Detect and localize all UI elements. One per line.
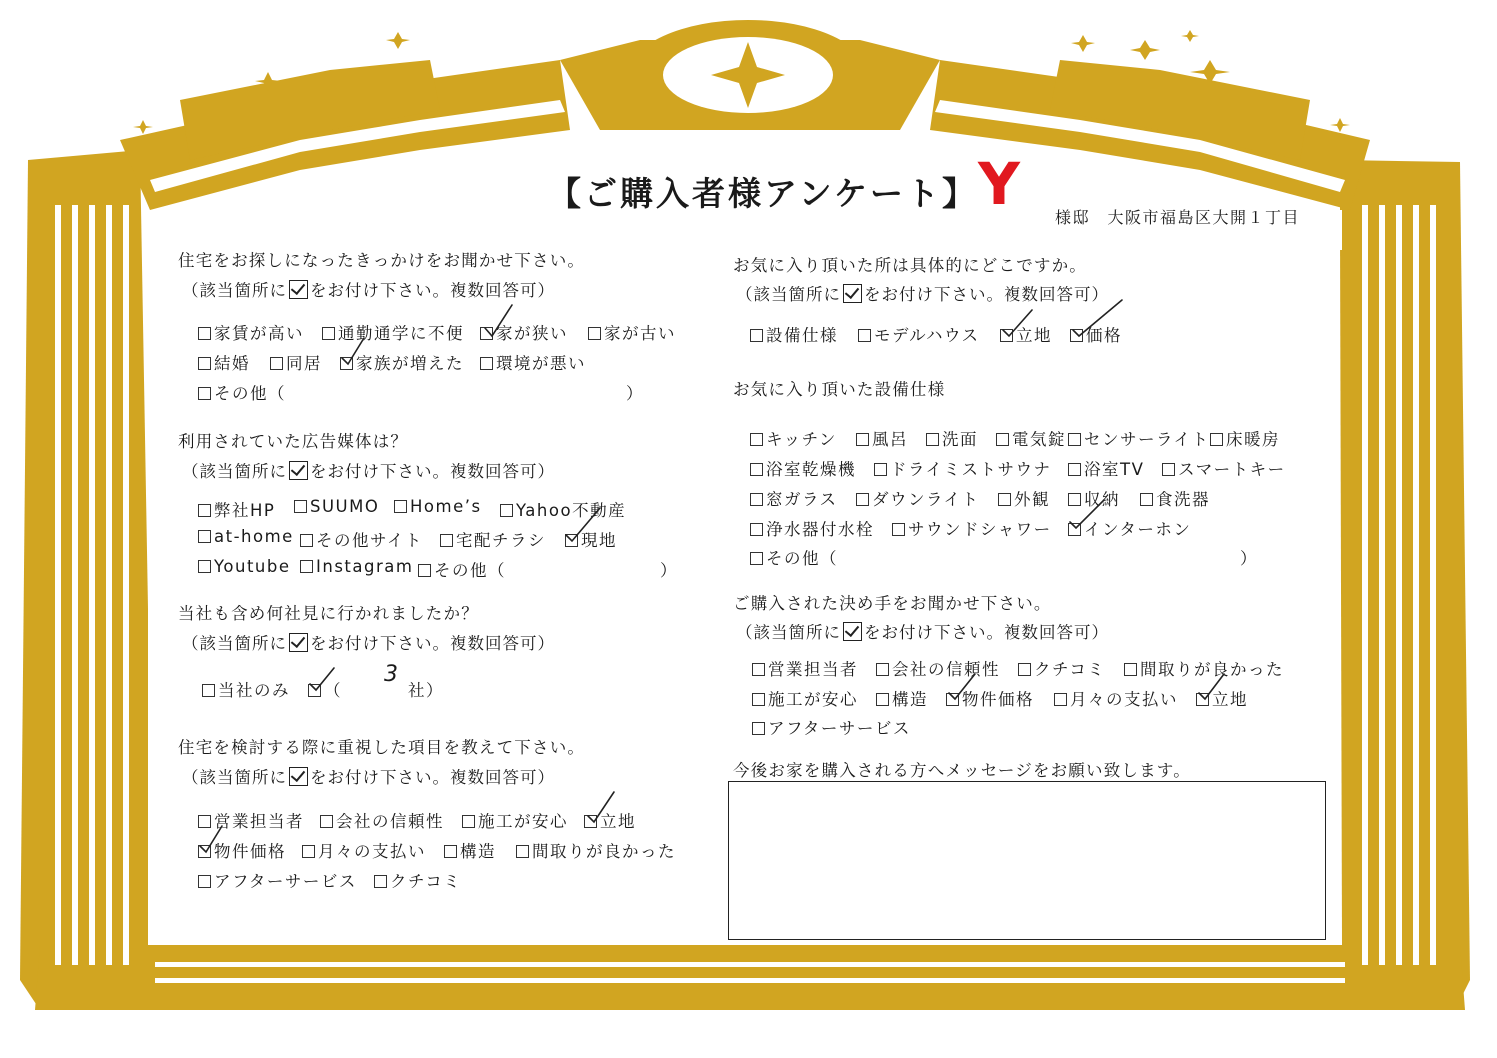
checkbox-icon: [858, 329, 871, 342]
checkbox-icon: [198, 387, 211, 400]
option-item[interactable]: 環境が悪い: [480, 350, 586, 374]
check-sample-icon: [289, 633, 308, 652]
checkbox-icon: [198, 530, 211, 543]
checkbox-icon: [584, 815, 597, 828]
check-sample-icon: [843, 284, 862, 303]
checkbox-icon: [480, 327, 493, 340]
checkbox-icon: [1162, 463, 1175, 476]
checkbox-icon: [1000, 329, 1013, 342]
checkbox-icon: [198, 815, 211, 828]
option-item[interactable]: 設備仕様: [750, 322, 838, 346]
option-item[interactable]: 家族が増えた: [340, 350, 464, 374]
option-item[interactable]: 営業担当者: [198, 808, 304, 832]
option-item[interactable]: 食洗器: [1140, 486, 1210, 510]
option-item[interactable]: 構造: [444, 838, 496, 862]
checkbox-icon: [1070, 329, 1083, 342]
option-item[interactable]: 間取りが良かった: [516, 838, 676, 862]
checkbox-icon: [1068, 463, 1081, 476]
option-other[interactable]: その他（: [198, 380, 286, 404]
checkbox-icon: [926, 433, 939, 446]
checkbox-icon: [996, 433, 1009, 446]
checkbox-icon: [750, 433, 763, 446]
checkbox-icon: [752, 722, 765, 735]
option-item[interactable]: SUUMO: [294, 497, 379, 516]
check-sample-icon: [289, 461, 308, 480]
checkbox-icon: [750, 329, 763, 342]
option-item[interactable]: 物件価格: [946, 686, 1034, 710]
q7-question: ご購入された決め手をお聞かせ下さい。: [733, 594, 1052, 613]
checkbox-icon: [440, 534, 453, 547]
option-item[interactable]: 物件価格: [198, 838, 286, 862]
option-item[interactable]: 弊社HP: [198, 497, 275, 521]
q7-instruction: （該当箇所に をお付け下さい。複数回答可）: [736, 623, 1109, 642]
checkbox-icon: [752, 663, 765, 676]
checkbox-icon: [856, 493, 869, 506]
checkbox-icon: [308, 684, 321, 697]
checkbox-icon: [874, 463, 887, 476]
option-item[interactable]: その他サイト: [300, 527, 423, 551]
checkbox-icon: [444, 845, 457, 858]
option-item[interactable]: 施工が安心: [752, 686, 858, 710]
check-sample-icon: [843, 622, 862, 641]
option-item[interactable]: 浴室乾燥機: [750, 456, 856, 480]
checkbox-icon: [998, 493, 1011, 506]
checkbox-icon: [588, 327, 601, 340]
checkbox-icon: [750, 552, 763, 565]
checkbox-icon: [418, 564, 431, 577]
checkbox-icon: [374, 875, 387, 888]
option-item[interactable]: 床暖房: [1210, 426, 1280, 450]
checkbox-icon: [876, 663, 889, 676]
check-sample-icon: [289, 280, 308, 299]
option-item[interactable]: センサーライト: [1068, 426, 1210, 450]
option-item[interactable]: Instagram: [300, 557, 413, 576]
checkbox-icon: [1068, 433, 1081, 446]
checkbox-icon: [750, 493, 763, 506]
checkbox-icon: [750, 523, 763, 536]
checkbox-icon: [752, 693, 765, 706]
option-item[interactable]: キッチン: [750, 426, 837, 450]
option-item[interactable]: クチコミ: [374, 868, 461, 892]
option-item[interactable]: 外観: [998, 486, 1050, 510]
handwritten-name-initial: Y: [978, 150, 1020, 218]
option-count[interactable]: （: [308, 677, 342, 701]
checkbox-icon: [1140, 493, 1153, 506]
option-item[interactable]: 間取りが良かった: [1124, 656, 1284, 680]
option-item[interactable]: 家賃が高い: [198, 320, 304, 344]
option-item[interactable]: クチコミ: [1018, 656, 1105, 680]
checkbox-icon: [500, 504, 513, 517]
checkbox-icon: [1210, 433, 1223, 446]
option-item[interactable]: 現地: [565, 527, 617, 551]
checkbox-icon: [1068, 523, 1081, 536]
count-unit: 社）: [408, 681, 444, 700]
option-item[interactable]: 風呂: [856, 426, 908, 450]
checkbox-icon: [300, 534, 313, 547]
q1-instruction: （該当箇所に をお付け下さい。複数回答可）: [182, 281, 555, 300]
checkbox-icon: [750, 463, 763, 476]
check-sample-icon: [289, 767, 308, 786]
checkbox-icon: [1068, 493, 1081, 506]
checkbox-icon: [198, 327, 211, 340]
option-item[interactable]: 価格: [1070, 322, 1122, 346]
other-close-paren: ）: [1240, 549, 1258, 568]
option-item[interactable]: 月々の支払い: [302, 838, 426, 862]
option-item[interactable]: インターホン: [1068, 516, 1191, 540]
option-item[interactable]: 月々の支払い: [1054, 686, 1178, 710]
option-item[interactable]: 営業担当者: [752, 656, 858, 680]
checkbox-icon: [340, 357, 353, 370]
checkbox-icon: [202, 684, 215, 697]
option-item[interactable]: 浴室TV: [1068, 456, 1144, 480]
option-item[interactable]: 浄水器付水栓: [750, 516, 874, 540]
checkbox-icon: [198, 875, 211, 888]
checkbox-icon: [480, 357, 493, 370]
option-item[interactable]: 結婚: [198, 350, 250, 374]
checkbox-icon: [946, 693, 959, 706]
checkbox-icon: [394, 500, 407, 513]
message-textarea[interactable]: [728, 781, 1326, 940]
option-item[interactable]: 宅配チラシ: [440, 527, 546, 551]
option-item[interactable]: 立地: [1000, 322, 1052, 346]
q5-question: お気に入り頂いた所は具体的にどこですか。: [733, 256, 1087, 275]
checkbox-icon: [320, 815, 333, 828]
checkbox-icon: [1018, 663, 1031, 676]
checkbox-icon: [198, 560, 211, 573]
option-item[interactable]: 立地: [584, 808, 636, 832]
checkbox-icon: [1054, 693, 1067, 706]
option-item[interactable]: アフターサービス: [752, 715, 911, 739]
page-title: 【ご購入者様アンケート】: [548, 174, 979, 213]
checkbox-icon: [876, 693, 889, 706]
checkbox-icon: [892, 523, 905, 536]
q2-instruction: （該当箇所に をお付け下さい。複数回答可）: [182, 462, 555, 481]
q6-question: お気に入り頂いた設備仕様: [733, 380, 946, 399]
option-item[interactable]: Yahoo不動産: [500, 497, 626, 521]
option-item[interactable]: 会社の信頼性: [876, 656, 1000, 680]
handwritten-company-count: 3: [384, 662, 399, 687]
option-other[interactable]: その他（: [750, 545, 838, 569]
other-close-paren: ）: [660, 561, 678, 580]
checkbox-icon: [856, 433, 869, 446]
option-item[interactable]: 窓ガラス: [750, 486, 838, 510]
checkbox-icon: [198, 357, 211, 370]
checkbox-icon: [302, 845, 315, 858]
q1-question: 住宅をお探しになったきっかけをお聞かせ下さい。: [178, 251, 586, 270]
address-line: 様邸 大阪市福島区大開１丁目: [1055, 208, 1301, 227]
option-item[interactable]: 家が狭い: [480, 320, 568, 344]
option-item[interactable]: サウンドシャワー: [892, 516, 1052, 540]
option-item[interactable]: 会社の信頼性: [320, 808, 444, 832]
option-item[interactable]: スマートキー: [1162, 456, 1286, 480]
q5-instruction: （該当箇所に をお付け下さい。複数回答可）: [736, 285, 1109, 304]
option-item[interactable]: 家が古い: [588, 320, 676, 344]
option-item[interactable]: モデルハウス: [858, 322, 980, 346]
option-item[interactable]: 洗面: [926, 426, 978, 450]
q4-instruction: （該当箇所に をお付け下さい。複数回答可）: [182, 768, 555, 787]
option-item[interactable]: at-home: [198, 527, 294, 546]
q3-instruction: （該当箇所に をお付け下さい。複数回答可）: [182, 634, 555, 653]
checkbox-icon: [322, 327, 335, 340]
option-item[interactable]: 立地: [1196, 686, 1248, 710]
q4-question: 住宅を検討する際に重視した項目を教えて下さい。: [178, 738, 586, 757]
option-item[interactable]: 通勤通学に不便: [322, 320, 464, 344]
checkbox-icon: [294, 500, 307, 513]
checkbox-icon: [1196, 693, 1209, 706]
checkbox-icon: [516, 845, 529, 858]
checkbox-icon: [198, 504, 211, 517]
checkbox-icon: [565, 534, 578, 547]
checkbox-icon: [462, 815, 475, 828]
option-item[interactable]: アフターサービス: [198, 868, 357, 892]
checkbox-icon: [1124, 663, 1137, 676]
option-item[interactable]: 電気錠: [996, 426, 1066, 450]
option-item[interactable]: 構造: [876, 686, 928, 710]
checkbox-icon: [198, 845, 211, 858]
option-item[interactable]: ダウンライト: [856, 486, 980, 510]
option-item[interactable]: 同居: [270, 350, 322, 374]
checkbox-icon: [270, 357, 283, 370]
option-item[interactable]: Youtube: [198, 557, 291, 576]
other-close-paren: ）: [626, 384, 644, 403]
option-other[interactable]: その他（: [418, 557, 506, 581]
option-item[interactable]: 収納: [1068, 486, 1120, 510]
q2-question: 利用されていた広告媒体は？: [178, 432, 409, 451]
q3-question: 当社も含め何社見に行かれましたか？: [178, 604, 479, 623]
q8-question: 今後お家を購入される方へメッセージをお願い致します。: [733, 761, 1191, 780]
checkbox-icon: [300, 560, 313, 573]
option-item[interactable]: 施工が安心: [462, 808, 568, 832]
option-item[interactable]: ドライミストサウナ: [874, 456, 1052, 480]
option-item[interactable]: Home’s: [394, 497, 482, 516]
option-item[interactable]: 当社のみ: [202, 677, 290, 701]
